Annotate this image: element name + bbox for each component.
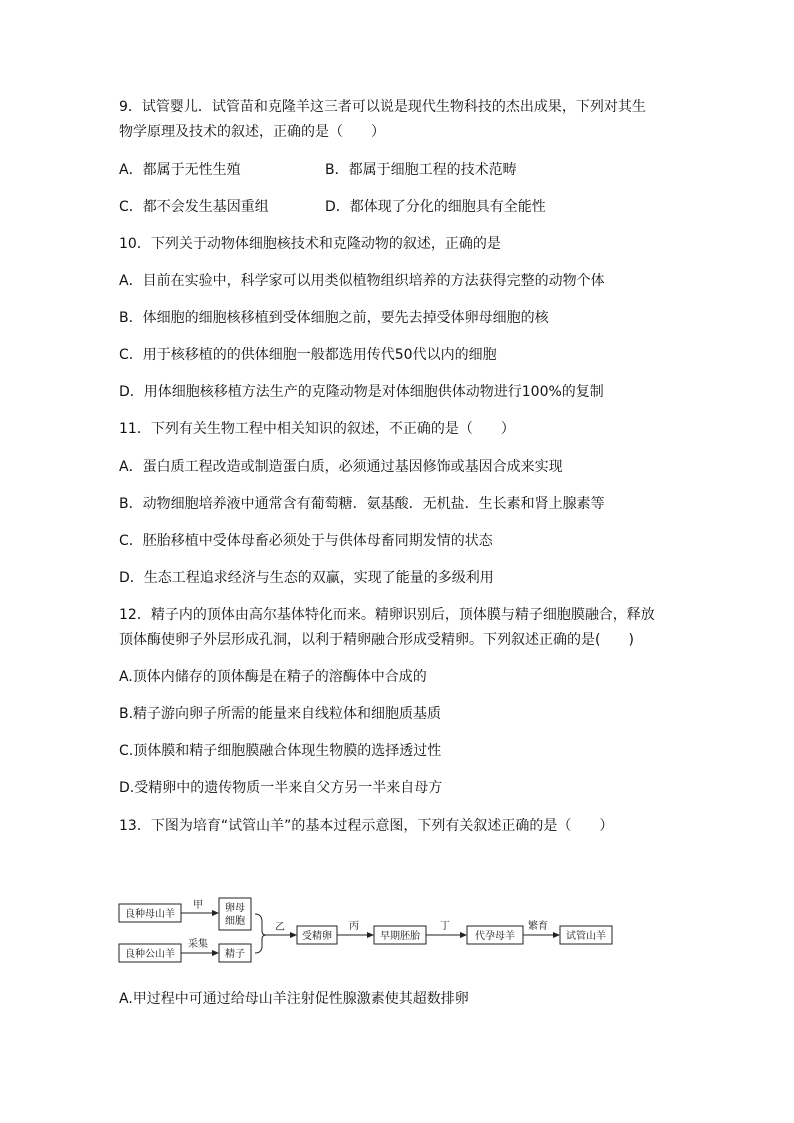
female-goat-label: 良种母山羊 — [125, 909, 175, 920]
arrowhead-collect — [212, 950, 219, 956]
q11-option-b: B．动物细胞培养液中通常含有葡萄糖．氨基酸．无机盐．生长素和肾上腺素等 — [119, 496, 605, 512]
arrowhead-ding — [460, 932, 467, 938]
q10-option-c: C．用于核移植的的供体细胞一般都选用传代50代以内的细胞 — [119, 347, 497, 363]
q11-option-d: D．生态工程追求经济与生态的双赢，实现了能量的多级利用 — [119, 570, 494, 586]
arrowhead-breed — [553, 932, 560, 938]
label-yi: 乙 — [275, 922, 285, 933]
q12-option-d: D.受精卵中的遗传物质一半来自父方另一半来自母方 — [119, 780, 443, 796]
q9-stem-line1: 9．试管婴儿．试管苗和克隆羊这三者可以说是现代生物科技的杰出成果，下列对其生 — [119, 99, 646, 115]
q11-option-a: A．蛋白质工程改造或制造蛋白质，必须通过基因修饰或基因合成来实现 — [119, 459, 563, 475]
q10-option-a: A．目前在实验中，科学家可以用类似植物组织培养的方法获得完整的动物个体 — [119, 273, 605, 289]
label-collect: 采集 — [188, 939, 208, 950]
q12-option-c: C.顶体膜和精子细胞膜融合体现生物膜的选择透过性 — [119, 743, 442, 759]
label-ding: 丁 — [440, 921, 450, 932]
label-breed: 繁育 — [528, 921, 548, 932]
sperm-label: 精子 — [225, 949, 245, 960]
q13-stem: 13．下图为培育“试管山羊”的基本过程示意图，下列有关叙述正确的是（ ） — [119, 818, 614, 834]
q10-option-b: B．体细胞的细胞核移植到受体细胞之前，要先去掉受体卵母细胞的核 — [119, 310, 549, 326]
oocyte-label-line1: 卵母 — [225, 903, 245, 914]
merge-brace — [255, 914, 266, 953]
q12-stem-line2: 顶体酶使卵子外层形成孔洞，以利于精卵融合形成受精卵。下列叙述正确的是( ) — [119, 632, 634, 648]
q9-option-c: C．都不会发生基因重组 — [119, 199, 269, 215]
q10-option-d: D．用体细胞核移植方法生产的克隆动物是对体细胞供体动物进行100%的复制 — [119, 384, 604, 400]
q13-option-a: A.甲过程中可通过给母山羊注射促性腺激素使其超数排卵 — [119, 991, 469, 1007]
early-embryo-label: 早期胚胎 — [380, 931, 420, 942]
q9-option-b: B．都属于细胞工程的技术范畴 — [325, 162, 517, 178]
q11-stem: 11．下列有关生物工程中相关知识的叙述，不正确的是（ ） — [119, 421, 515, 437]
q11-option-c: C．胚胎移植中受体母畜必须处于与供体母畜同期发情的状态 — [119, 533, 493, 549]
q9-stem-line2: 物学原理及技术的叙述，正确的是（ ） — [119, 124, 385, 140]
arrowhead-jia — [212, 910, 219, 916]
q9-option-a: A．都属于无性生殖 — [119, 162, 241, 178]
male-goat-label: 良种公山羊 — [125, 949, 175, 960]
test-tube-goat-label: 试管山羊 — [566, 931, 606, 942]
label-jia: 甲 — [193, 900, 203, 911]
arrowhead-bing — [367, 932, 374, 938]
q12-stem-line1: 12．精子内的顶体由高尔基体特化而来。精卵识别后，顶体膜与精子细胞膜融合，释放 — [119, 607, 655, 623]
zygote-label: 受精卵 — [302, 931, 332, 942]
q9-option-d: D．都体现了分化的细胞具有全能性 — [325, 199, 546, 215]
q12-option-b: B.精子游向卵子所需的能量来自线粒体和细胞质基质 — [119, 706, 442, 722]
q10-stem: 10．下列关于动物体细胞核技术和克隆动物的叙述，正确的是 — [119, 236, 501, 252]
label-bing: 丙 — [349, 921, 359, 932]
q12-option-a: A.顶体内储存的顶体酶是在精子的溶酶体中合成的 — [119, 669, 427, 685]
surrogate-label: 代孕母羊 — [475, 931, 515, 942]
arrowhead-yi — [290, 932, 297, 938]
oocyte-label-line2: 细胞 — [225, 916, 245, 927]
